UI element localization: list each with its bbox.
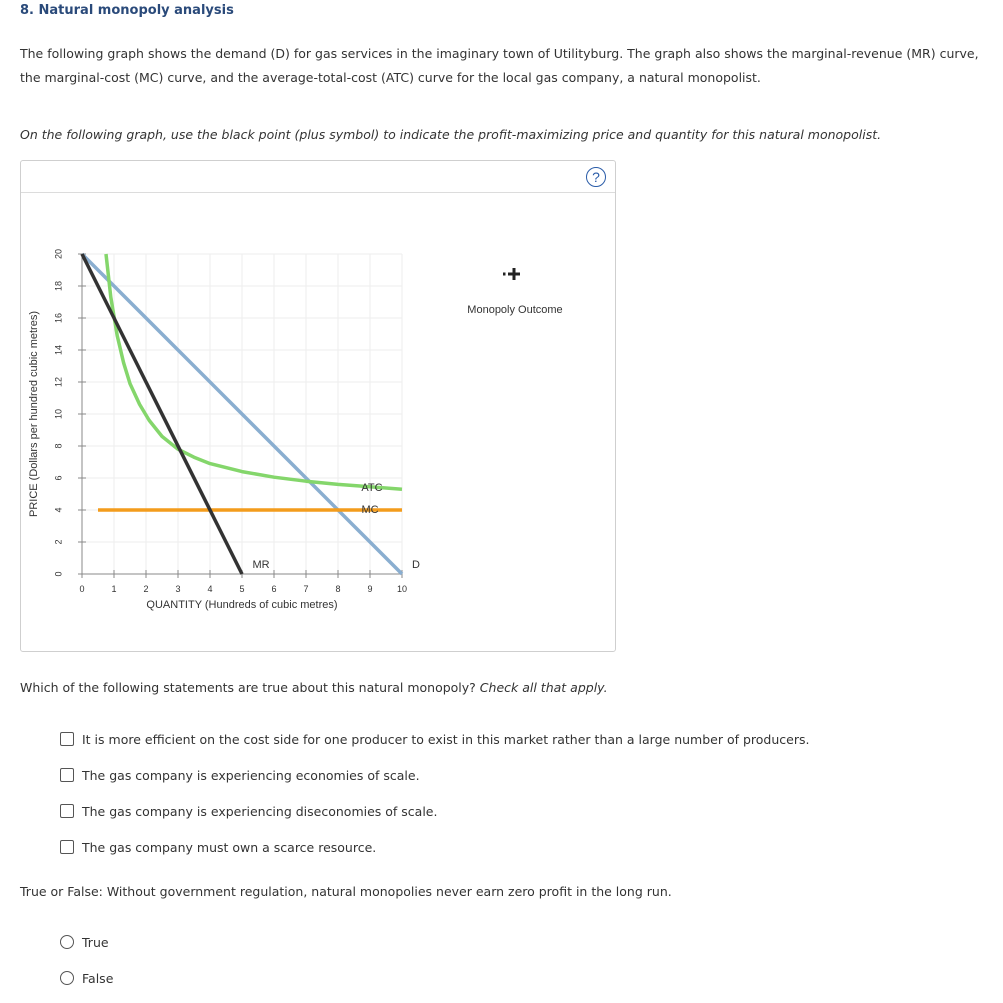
radio-row-false[interactable] [60, 960, 113, 996]
option-row[interactable] [60, 793, 809, 829]
series-d-label: D [412, 559, 420, 571]
option-row[interactable] [60, 757, 809, 793]
x-tick-label: 4 [207, 584, 213, 594]
x-tick-label: 0 [79, 584, 85, 594]
question-1-options [60, 721, 809, 865]
y-tick-label: 14 [53, 344, 64, 356]
y-tick-label: 20 [53, 248, 64, 260]
option-row[interactable] [60, 721, 809, 757]
x-tick-label: 10 [396, 584, 408, 594]
y-tick-label: 16 [53, 312, 64, 324]
option-label: The gas company is experiencing diseconomies of scale. [82, 803, 438, 819]
series-mc-label: MC [361, 504, 379, 516]
help-icon[interactable]: ? [586, 167, 606, 187]
x-tick-label: 1 [111, 584, 117, 594]
radio-label-false: False [82, 970, 114, 986]
x-axis-title: QUANTITY (Hundreds of cubic metres) [146, 599, 338, 611]
x-tick-label: 2 [143, 584, 149, 594]
x-tick-label: 7 [303, 584, 309, 594]
y-axis-title: PRICE (Dollars per hundred cubic metres) [28, 310, 40, 518]
option-label: It is more efficient on the cost side for one producer to exist in this market rather than a large number of producers. [82, 731, 810, 747]
option-checkbox[interactable] [60, 840, 74, 854]
y-tick-label: 12 [53, 376, 64, 388]
question-2-prompt: True or False: Without government regulation, natural monopolies never earn zero profit in the long run. [20, 884, 672, 899]
series-atc-label: ATC [361, 482, 383, 494]
question-1-prompt [20, 680, 608, 695]
y-tick-label: 4 [53, 507, 64, 513]
option-label: The gas company must own a scarce resource. [82, 839, 377, 855]
monopoly-outcome-label: Monopoly Outcome [467, 304, 563, 316]
question-1-text: Which of the following statements are true about this natural monopoly? [20, 680, 476, 695]
x-tick-label: 3 [175, 584, 181, 594]
option-checkbox[interactable] [60, 804, 74, 818]
option-checkbox[interactable] [60, 732, 74, 746]
x-tick-label: 5 [239, 584, 245, 594]
option-row[interactable] [60, 829, 809, 865]
y-tick-label: 10 [53, 408, 64, 420]
y-tick-label: 0 [53, 571, 64, 577]
graph-panel [20, 160, 616, 652]
radio-label-true: True [82, 934, 109, 950]
x-tick-label: 6 [271, 584, 277, 594]
series-mr-label: MR [252, 559, 270, 571]
question-1-hint: Check all that apply. [479, 680, 608, 695]
intro-text: The following graph shows the demand (D) for gas services in the imaginary town of Utilityburg. The graph also shows the marginal-revenue (MR) curve, the marginal-cost (MC) curve, and the average-total-cost (ATC) curve for the local gas company, a natural monopolist. [20, 46, 979, 85]
y-tick-label: 2 [53, 539, 64, 545]
option-checkbox[interactable] [60, 768, 74, 782]
y-tick-label: 6 [53, 475, 64, 481]
x-tick-label: 8 [335, 584, 341, 594]
graph-instruction: On the following graph, use the black point (plus symbol) to indicate the profit-maximizing price and quantity for this natural monopolist. [20, 127, 882, 142]
question-2-options [60, 924, 113, 996]
option-label: The gas company is experiencing economies of scale. [82, 767, 420, 783]
radio-false[interactable] [60, 971, 74, 985]
y-tick-label: 8 [53, 443, 64, 449]
radio-row-true[interactable] [60, 924, 113, 960]
series-atc-line [106, 254, 402, 489]
y-tick-label: 18 [53, 280, 64, 292]
x-tick-label: 9 [367, 584, 373, 594]
question-title: 8. Natural monopoly analysis [20, 3, 234, 18]
radio-true[interactable] [60, 935, 74, 949]
monopoly-chart[interactable] [21, 161, 615, 651]
monopoly-outcome-plus-icon[interactable] [503, 268, 520, 280]
